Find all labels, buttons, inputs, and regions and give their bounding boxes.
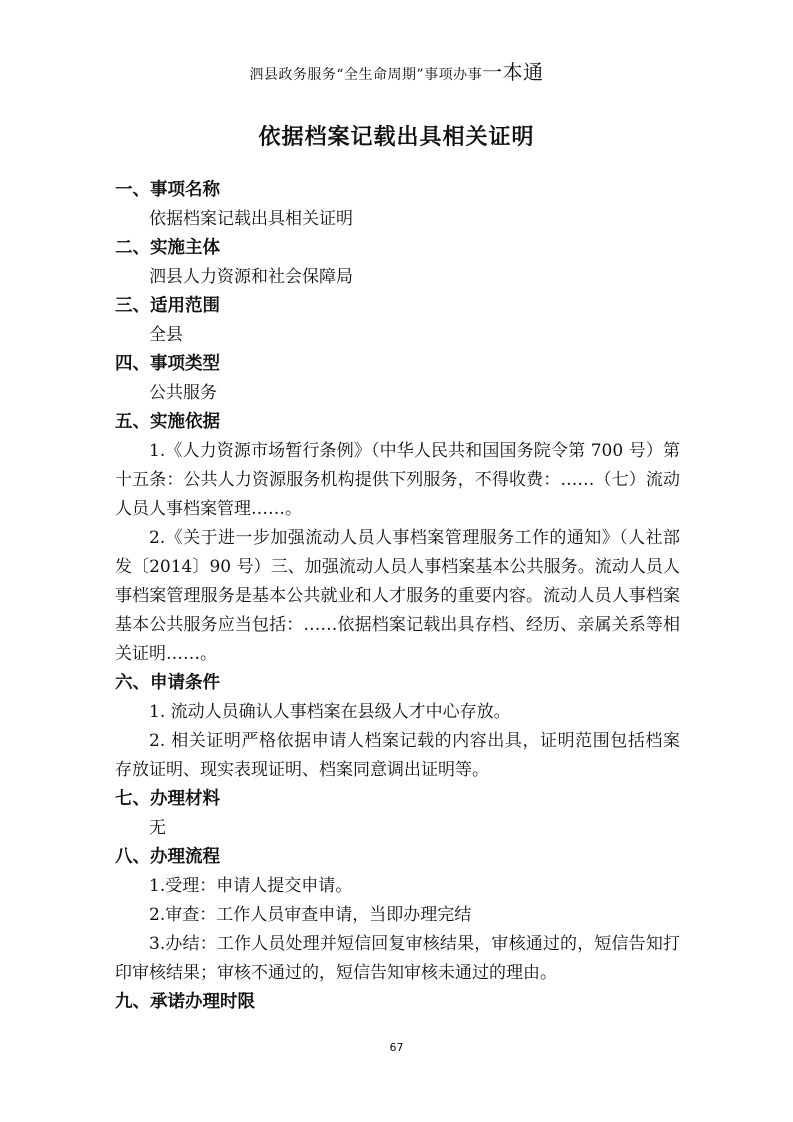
section-legal-basis	[115, 408, 680, 669]
running-header-emphasis: 一本通	[482, 60, 544, 84]
running-header-text: 泗县政务服务“全生命周期”事项办事	[249, 67, 483, 83]
section-paragraph: 1. 流动人员确认人事档案在县级人才中心存放。	[149, 702, 511, 722]
section-paragraph: 1.《人力资源市场暂行条例》（中华人民共和国国务院令第 700 号）第十五条：公共人力资源服务机构提供下列服务，不得收费：……（七）流动人员人事档案管理……。	[115, 441, 680, 519]
section-paragraph: 2. 相关证明严格依据申请人档案记载的内容出具，证明范围包括档案存放证明、现实表现证明、档案同意调出证明等。	[115, 731, 680, 780]
section-time-limit	[115, 988, 680, 1017]
document-body	[115, 176, 680, 1017]
section-paragraph: 全县	[149, 325, 183, 345]
section-procedure	[115, 843, 680, 988]
page-number: 67	[389, 1041, 404, 1054]
section-item-name	[115, 176, 680, 234]
section-heading: 三、适用范围	[115, 296, 220, 316]
section-paragraph: 无	[149, 818, 166, 838]
section-application-conditions	[115, 669, 680, 785]
section-heading: 六、申请条件	[115, 673, 220, 693]
document-title: 依据档案记载出具相关证明	[258, 125, 535, 150]
section-heading: 五、实施依据	[115, 412, 220, 432]
section-scope	[115, 292, 680, 350]
section-paragraph: 1.受理：申请人提交申请。	[149, 876, 353, 896]
section-paragraph: 依据档案记载出具相关证明	[149, 209, 353, 229]
section-heading: 九、承诺办理时限	[115, 992, 255, 1012]
section-paragraph: 2.《关于进一步加强流动人员人事档案管理服务工作的通知》（人社部发〔2014〕90 号）三、加强流动人员人事档案基本公共服务。流动人员人事档案管理服务是基本公共就业和人才服务的重要内容。流动人员人事档案基本公共服务应当包括：……依据档案记载出具存档、经历、亲属关系等相关证明……。	[115, 528, 680, 664]
section-heading: 七、办理材料	[115, 789, 220, 809]
section-implementing-body	[115, 234, 680, 292]
section-heading: 二、实施主体	[115, 238, 220, 258]
section-heading: 一、事项名称	[115, 180, 220, 200]
section-item-type	[115, 350, 680, 408]
section-heading: 八、办理流程	[115, 847, 220, 867]
section-paragraph: 泗县人力资源和社会保障局	[149, 267, 353, 287]
section-heading: 四、事项类型	[115, 354, 220, 374]
running-header	[0, 56, 793, 85]
section-materials	[115, 785, 680, 843]
section-paragraph: 3.办结：工作人员处理并短信回复审核结果，审核通过的，短信告知打印审核结果；审核不通过的，短信告知审核未通过的理由。	[115, 934, 680, 983]
section-paragraph: 2.审查：工作人员审查申请，当即办理完结	[149, 905, 472, 925]
section-paragraph: 公共服务	[149, 383, 217, 403]
